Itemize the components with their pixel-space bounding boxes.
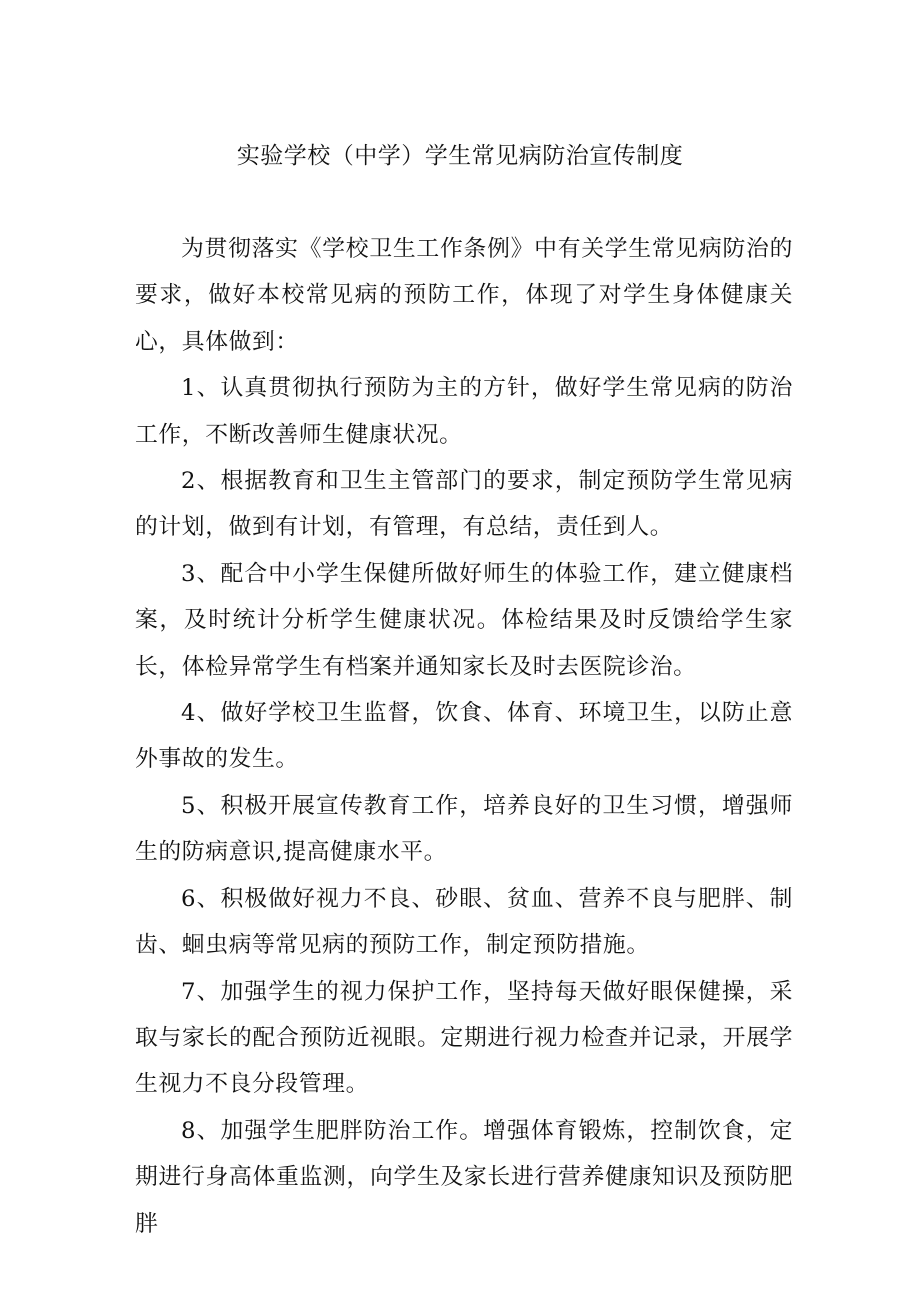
clause-5-paragraph: 5、积极开展宣传教育工作，培养良好的卫生习惯，增强师生的防病意识,提高健康水平。	[135, 792, 793, 866]
clause-2-paragraph: 2、根据教育和卫生主管部门的要求，制定预防学生常见病的计划，做到有计划，有管理，有总结，责任到人。	[135, 468, 793, 541]
clause-4-paragraph: 4、做好学校卫生监督，饮食、体育、环境卫生，以防止意外事故的发生。	[135, 700, 793, 773]
clause-6-paragraph: 6、积极做好视力不良、砂眼、贫血、营养不良与肥胖、制齿、蛔虫病等常见病的预防工作，制定预防措施。	[135, 885, 793, 959]
clause-3-paragraph: 3、配合中小学生保健所做好师生的体验工作，建立健康档案，及时统计分析学生健康状况。体检结果及时反馈给学生家长，体检异常学生有档案并通知家长及时去医院诊治。	[135, 560, 793, 680]
clause-7-paragraph: 7、加强学生的视力保护工作，坚持每天做好眼保健操，采取与家长的配合预防近视眼。定期进行视力检查并记录，开展学生视力不良分段管理。	[135, 978, 793, 1098]
document-body	[135, 226, 793, 1247]
intro-paragraph: 为贯彻落实《学校卫生工作条例》中有关学生常见病防治的要求，做好本校常见病的预防工作，体现了对学生身体健康关心，具体做到：	[135, 236, 793, 355]
clause-8-paragraph: 8、加强学生肥胖防治工作。增强体育锻炼，控制饮食，定期进行身高体重监测，向学生及家长进行营养健康知识及预防肥胖	[135, 1117, 793, 1237]
document-title: 实验学校（中学）学生常见病防治宣传制度	[236, 143, 684, 169]
clause-1-paragraph: 1、认真贯彻执行预防为主的方针，做好学生常见病的防治工作，不断改善师生健康状况。	[135, 375, 793, 448]
